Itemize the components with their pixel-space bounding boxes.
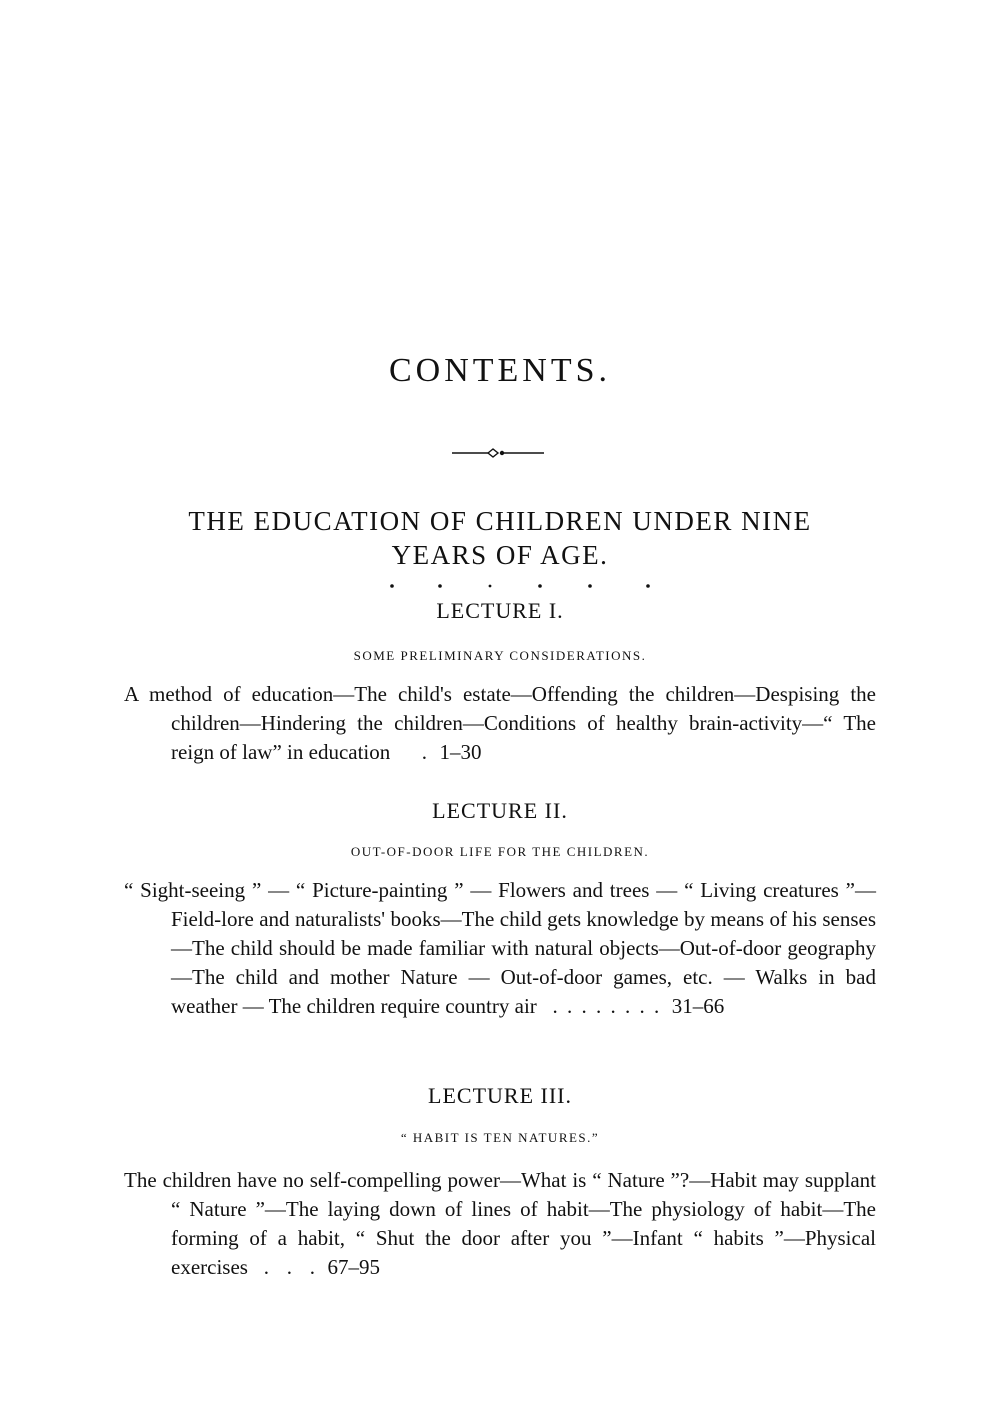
contents-heading: CONTENTS. — [388, 352, 612, 389]
lecture-2-summary: “ Sight-seeing ” — “ Picture-painting ” — Flowers and trees — “ Living creatures ”—Field-lore and naturalists' books—The child gets knowledge by means of his senses—The child should be made familiar with natural objects—Out-of-door geography—The child and mother Nature — Out-of-door games, etc. — Walks in bad weather — The children require country air — [124, 878, 876, 1018]
lecture-3-entry — [124, 1166, 876, 1282]
lecture-2-subtitle: OUT-OF-DOOR LIFE FOR THE CHILDREN. — [350, 844, 650, 859]
book-title — [0, 504, 1000, 572]
lecture-1-entry — [124, 680, 876, 767]
lecture-3-title: LECTURE III. — [428, 1083, 572, 1108]
lecture-2-entry — [124, 876, 876, 1021]
lecture-1-leader: . — [421, 740, 429, 764]
ornament-divider — [450, 443, 546, 463]
book-title-line-1: THE EDUCATION OF CHILDREN UNDER NINE — [188, 506, 812, 536]
lecture-3-leader-3: . — [309, 1255, 317, 1279]
lecture-3-subtitle: “ HABIT IS TEN NATURES.” — [400, 1130, 600, 1145]
lecture-3-leader-2: . — [286, 1255, 294, 1279]
lecture-3-pages: 67–95 — [327, 1255, 380, 1279]
lecture-1-title: LECTURE I. — [436, 598, 564, 623]
lecture-2-pages: 31–66 — [671, 994, 725, 1018]
book-title-line-2: YEARS OF AGE. — [391, 540, 609, 570]
lecture-3-leader: . — [263, 1255, 271, 1279]
lecture-3-summary: The children have no self-compelling power—What is “ Nature ”?—Habit may supplant “ Nature ”—The laying down of lines of habit—The physiology of habit—The forming of a habit, “ Shut the door after you ”—Infant “ habits ”—Physical exercises — [124, 1168, 876, 1279]
decorative-dots — [380, 580, 660, 592]
lecture-1-subtitle: SOME PRELIMINARY CONSIDERATIONS. — [353, 648, 647, 663]
lecture-1-summary: A method of education—The child's estate—Offending the children—Despising the children—Hindering the children—Conditions of healthy brain-activity—“ The reign of law” in education — [124, 682, 876, 764]
lecture-2-title: LECTURE II. — [432, 798, 568, 823]
lecture-2-leader: . . . . . . . . — [552, 994, 662, 1018]
lecture-1-pages: 1–30 — [439, 740, 482, 764]
